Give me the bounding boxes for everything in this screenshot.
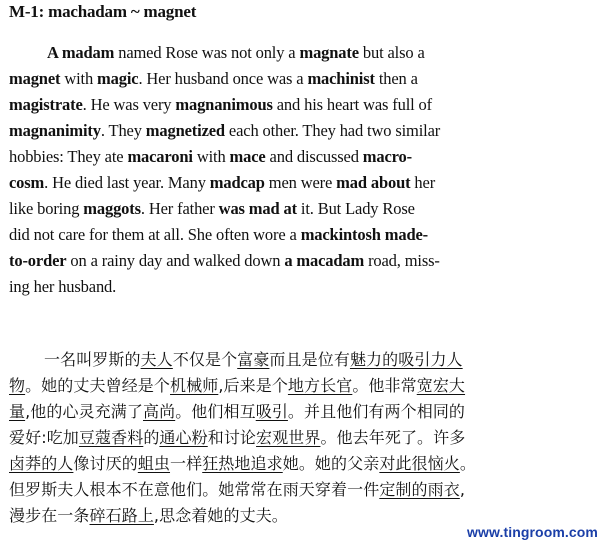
bold-vocabulary-word: mace xyxy=(229,147,266,166)
bold-vocabulary-word: was mad at xyxy=(218,199,297,218)
chinese-text-run: 她。她的父亲 xyxy=(282,454,380,473)
english-line xyxy=(47,40,425,66)
bold-vocabulary-word: cosm xyxy=(9,173,45,192)
underlined-translation: 物 xyxy=(9,376,26,395)
bold-vocabulary-word: magistrate xyxy=(9,95,83,114)
chinese-text-run: 爱好:吃加 xyxy=(9,428,79,447)
english-text-run: and his heart was full of xyxy=(272,95,432,114)
bold-vocabulary-word: macaroni xyxy=(127,147,193,166)
underlined-translation: 地方长官 xyxy=(287,376,353,395)
bold-vocabulary-word: a macadam xyxy=(284,251,365,270)
chinese-text-run: 。他非常 xyxy=(352,376,417,395)
chinese-line xyxy=(9,399,465,425)
bold-vocabulary-word: machinist xyxy=(307,69,375,88)
chinese-text-run: ,后来是个 xyxy=(218,376,288,395)
chinese-text-run: 和讨论 xyxy=(207,428,257,447)
underlined-translation: 宏观世界 xyxy=(256,428,321,447)
chinese-text-run: 一名叫罗斯的 xyxy=(44,350,141,369)
bold-vocabulary-word: A madam xyxy=(47,43,115,62)
bold-vocabulary-word: mad about xyxy=(336,173,411,192)
english-text-run: named Rose was not only a xyxy=(114,43,300,62)
chinese-text-run: 。他们相互 xyxy=(175,402,256,421)
bold-vocabulary-word: magnetized xyxy=(145,121,225,140)
english-text-run: . They xyxy=(100,121,146,140)
underlined-translation: 宽宏大 xyxy=(416,376,466,395)
underlined-translation: 富豪 xyxy=(237,350,270,369)
underlined-translation: 对此很恼火 xyxy=(379,454,460,473)
chinese-line xyxy=(9,451,476,477)
chinese-text-run: 。她的丈夫曾经是个 xyxy=(25,376,171,395)
underlined-translation: 机械师 xyxy=(170,376,219,395)
bold-vocabulary-word: magnanimity xyxy=(9,121,101,140)
chinese-text-run: 漫步在一条 xyxy=(9,506,90,525)
bold-vocabulary-word: magnet xyxy=(9,69,61,88)
english-text-run: like boring xyxy=(9,199,84,218)
english-text-run: men were xyxy=(264,173,337,192)
bold-vocabulary-word: macro- xyxy=(362,147,412,166)
bold-vocabulary-word: to-order xyxy=(9,251,67,270)
english-text-run: each other. They had two similar xyxy=(224,121,441,140)
bold-vocabulary-word: maggots xyxy=(83,199,141,218)
bold-vocabulary-word: magnanimous xyxy=(175,95,273,114)
english-line xyxy=(9,170,435,196)
chinese-line xyxy=(9,503,288,529)
chinese-text-run: , xyxy=(459,480,466,499)
chinese-line xyxy=(9,477,465,503)
underlined-translation: 高尚 xyxy=(143,402,176,421)
english-text-run: her xyxy=(410,173,436,192)
underlined-translation: 碎石路上 xyxy=(89,506,154,525)
chinese-text-run: ,思念着她的丈夫。 xyxy=(153,506,288,525)
underlined-translation: 蛆虫 xyxy=(137,454,171,473)
chinese-text-run: 的 xyxy=(143,428,160,447)
chinese-line xyxy=(9,425,465,451)
english-text-run: road, miss- xyxy=(364,251,440,270)
english-text-run: . He died last year. Many xyxy=(44,173,210,192)
chinese-text-run: 。并且他们有两个相同的 xyxy=(287,402,466,421)
underlined-translation: 吸引 xyxy=(255,402,288,421)
site-watermark: www.tingroom.com xyxy=(467,524,598,540)
english-text-run: then a xyxy=(374,69,418,88)
english-text-run: it. But Lady Rose xyxy=(296,199,415,218)
english-text-run: . Her husband once was a xyxy=(138,69,308,88)
english-text-run: . He was very xyxy=(82,95,176,114)
chinese-text-run: 一样 xyxy=(170,454,203,473)
bold-vocabulary-word: magnate xyxy=(299,43,359,62)
english-line xyxy=(9,222,428,248)
chinese-text-run: 不仅是个 xyxy=(172,350,238,369)
bold-vocabulary-word: madcap xyxy=(209,173,265,192)
english-text-run: . Her father xyxy=(140,199,219,218)
chinese-line xyxy=(9,373,465,399)
english-line xyxy=(9,92,432,118)
english-line xyxy=(9,274,116,300)
bold-vocabulary-word: mackintosh made- xyxy=(300,225,428,244)
underlined-translation: 卤莽的人 xyxy=(9,454,74,473)
chinese-text-run: 像讨厌的 xyxy=(73,454,138,473)
chinese-text-run: 而且是位有 xyxy=(269,350,350,369)
english-line xyxy=(9,144,412,170)
chinese-text-run: 。他去年死了。许多 xyxy=(320,428,466,447)
english-text-run: with xyxy=(192,147,230,166)
english-line xyxy=(9,196,415,222)
english-text-run: did not care for them at all. She often wore a xyxy=(9,225,301,244)
english-line xyxy=(9,66,418,92)
underlined-translation: 通心粉 xyxy=(159,428,208,447)
underlined-translation: 豆蔻香料 xyxy=(78,428,144,447)
underlined-translation: 量 xyxy=(9,402,26,421)
chinese-text-run: ,他的心灵充满了 xyxy=(25,402,143,421)
english-text-run: ing her husband. xyxy=(9,277,117,296)
underlined-translation: 定制的雨衣 xyxy=(379,480,460,499)
underlined-translation: 夫人 xyxy=(140,350,173,369)
english-text-run: on a rainy day and walked down xyxy=(66,251,285,270)
english-text-run: hobbies: They ate xyxy=(9,147,128,166)
chinese-text-run: 但罗斯夫人根本不在意他们。她常常在雨天穿着一件 xyxy=(9,480,380,499)
underlined-translation: 狂热地追求 xyxy=(202,454,283,473)
bold-vocabulary-word: magic xyxy=(97,69,139,88)
english-line xyxy=(9,248,440,274)
chinese-text-run: 。 xyxy=(459,454,476,473)
chinese-line xyxy=(44,347,463,373)
entry-heading: M-1: machadam ~ magnet xyxy=(9,2,197,21)
english-text-run: but also a xyxy=(358,43,425,62)
english-line xyxy=(9,118,440,144)
english-text-run: and discussed xyxy=(265,147,363,166)
underlined-translation: 魅力的吸引力人 xyxy=(349,350,463,369)
english-text-run: with xyxy=(60,69,98,88)
